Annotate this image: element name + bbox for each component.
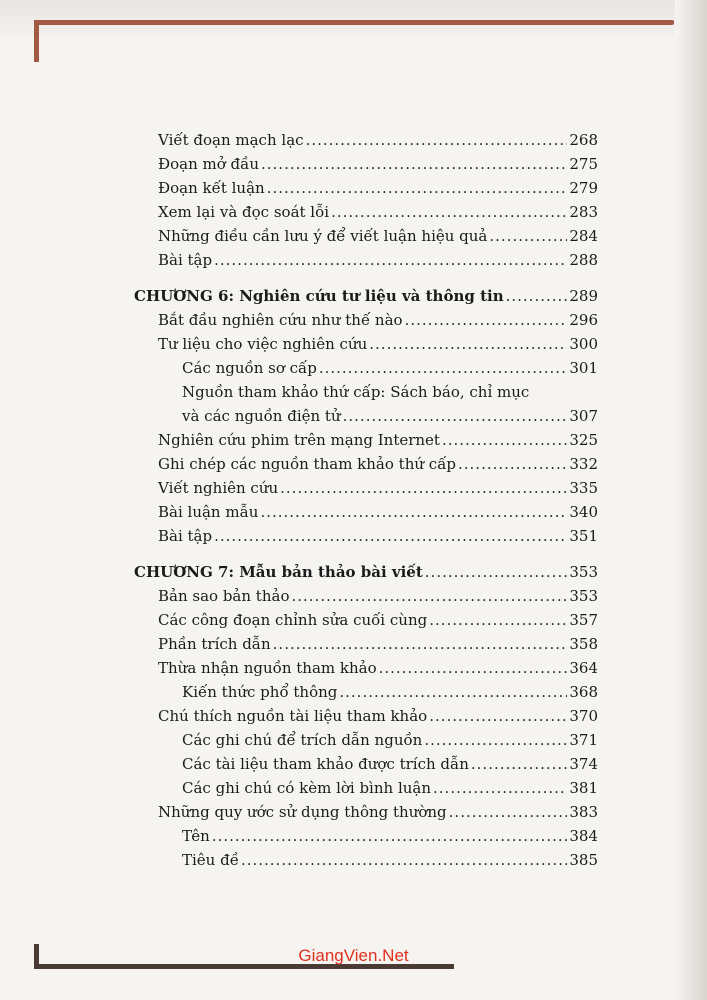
toc-entry-page: 374 xyxy=(569,755,598,773)
toc-entry-page: 279 xyxy=(569,179,598,197)
toc-entry-title: Tên xyxy=(182,827,210,845)
toc-leader-dots xyxy=(458,452,567,476)
toc-entry-page: 300 xyxy=(569,335,598,353)
toc-entry-title: Phần trích dẫn xyxy=(158,635,271,653)
toc-entry-title: Tư liệu cho việc nghiên cứu xyxy=(158,335,368,353)
toc-entry-page: 268 xyxy=(569,131,598,149)
toc-leader-dots xyxy=(212,824,568,848)
toc-entry xyxy=(158,428,598,452)
toc-entry-title: Bài tập xyxy=(158,251,213,269)
toc-leader-dots xyxy=(369,332,567,356)
toc-chapter-heading xyxy=(134,284,598,308)
toc-entry xyxy=(158,476,598,500)
toc-leader-dots xyxy=(449,800,568,824)
toc-leader-dots xyxy=(241,848,567,872)
toc-entry-title: và các nguồn điện tử xyxy=(182,407,341,425)
toc-entry-page: 358 xyxy=(569,635,598,653)
toc-entry-page: 284 xyxy=(569,227,598,245)
toc-entry-title: Nghiên cứu phim trên mạng Internet xyxy=(158,431,440,449)
toc-leader-dots xyxy=(306,128,568,152)
toc-entry-title: Nguồn tham khảo thứ cấp: Sách báo, chỉ mục xyxy=(182,383,530,401)
toc-entry-title: Ghi chép các nguồn tham khảo thứ cấp xyxy=(158,455,456,473)
toc-leader-dots xyxy=(273,632,568,656)
toc-entry-title: Đoạn mở đầu xyxy=(158,155,259,173)
page-top-border xyxy=(0,0,707,36)
toc-entry-page: 381 xyxy=(569,779,598,797)
toc-subentry xyxy=(182,824,598,848)
toc-entry xyxy=(158,800,598,824)
toc-entry-page: 364 xyxy=(569,659,598,677)
toc-entry-page: 368 xyxy=(569,683,598,701)
toc-leader-dots xyxy=(343,404,568,428)
toc-entry xyxy=(158,584,598,608)
toc-subentry xyxy=(182,404,598,428)
toc-leader-dots xyxy=(429,608,567,632)
toc-entry-page: 332 xyxy=(569,455,598,473)
toc-entry xyxy=(158,152,598,176)
toc-subentry xyxy=(182,380,598,404)
toc-entry-page: 275 xyxy=(569,155,598,173)
toc-entry xyxy=(158,500,598,524)
toc-entry-page: 383 xyxy=(569,803,598,821)
toc-entry-title: CHƯƠNG 7: Mẫu bản thảo bài viết xyxy=(134,563,423,581)
toc-leader-dots xyxy=(433,776,567,800)
watermark-text: GiangVien.Net xyxy=(298,946,409,965)
toc-entry-title: Bài tập xyxy=(158,527,213,545)
toc-entry-title: Viết nghiên cứu xyxy=(158,479,279,497)
toc-entry xyxy=(158,704,598,728)
toc-leader-dots xyxy=(424,728,567,752)
toc-entry-title: Đoạn kết luận xyxy=(158,179,265,197)
toc-leader-dots xyxy=(331,200,567,224)
toc-entry-title: Thừa nhận nguồn tham khảo xyxy=(158,659,377,677)
toc-leader-dots xyxy=(379,656,568,680)
toc-entry-page: 370 xyxy=(569,707,598,725)
toc-entry-page: 340 xyxy=(569,503,598,521)
toc-entry xyxy=(158,452,598,476)
toc-entry-title: Xem lại và đọc soát lỗi xyxy=(158,203,330,221)
toc-entry-title: Bài luận mẫu xyxy=(158,503,259,521)
toc-leader-dots xyxy=(267,176,568,200)
toc-entry-page: 385 xyxy=(569,851,598,869)
toc-leader-dots xyxy=(339,680,567,704)
toc-chapter-heading xyxy=(134,560,598,584)
toc-leader-dots xyxy=(425,560,568,584)
toc-entry-title: Kiến thức phổ thông xyxy=(182,683,338,701)
toc-leader-dots xyxy=(405,308,568,332)
toc-entry-page: 325 xyxy=(569,431,598,449)
toc-entry-title: Những điều cần lưu ý để viết luận hiệu quả xyxy=(158,227,488,245)
toc-leader-dots xyxy=(429,704,567,728)
toc-entry xyxy=(158,128,598,152)
toc-entry xyxy=(158,176,598,200)
toc-entry-title: Chú thích nguồn tài liệu tham khảo xyxy=(158,707,428,725)
toc-subentry xyxy=(182,680,598,704)
toc-entry-page: 353 xyxy=(569,563,598,581)
toc-subentry xyxy=(182,752,598,776)
toc-leader-dots xyxy=(442,428,567,452)
toc-entry-title: CHƯƠNG 6: Nghiên cứu tư liệu và thông tin xyxy=(134,287,504,305)
toc-leader-dots xyxy=(280,476,567,500)
toc-entry-title: Những quy ước sử dụng thông thường xyxy=(158,803,447,821)
toc-subentry xyxy=(182,356,598,380)
toc-entry-title: Bản sao bản thảo xyxy=(158,587,290,605)
toc-entry xyxy=(158,200,598,224)
toc-leader-dots xyxy=(506,284,568,308)
toc-leader-dots xyxy=(471,752,567,776)
toc-entry-page: 357 xyxy=(569,611,598,629)
toc-leader-dots xyxy=(214,524,567,548)
toc-entry xyxy=(158,224,598,248)
toc-entry-page: 296 xyxy=(569,311,598,329)
toc-entry-page: 353 xyxy=(569,587,598,605)
toc-entry-page: 288 xyxy=(569,251,598,269)
page-edge-shadow xyxy=(675,0,707,1000)
top-border-corner xyxy=(34,20,39,62)
toc-entry-title: Bắt đầu nghiên cứu như thế nào xyxy=(158,311,403,329)
toc-entry-page: 371 xyxy=(569,731,598,749)
toc-entry-page: 307 xyxy=(569,407,598,425)
toc-entry-page: 335 xyxy=(569,479,598,497)
toc-leader-dots xyxy=(261,152,567,176)
toc-entry-page: 384 xyxy=(569,827,598,845)
toc-entry-title: Tiêu đề xyxy=(182,851,239,869)
toc-entry-title: Các ghi chú để trích dẫn nguồn xyxy=(182,731,423,749)
toc-leader-dots xyxy=(291,584,567,608)
toc-leader-dots xyxy=(260,500,567,524)
toc-entry xyxy=(158,524,598,548)
toc-entry-title: Các tài liệu tham khảo được trích dẫn xyxy=(182,755,469,773)
toc-leader-dots xyxy=(319,356,568,380)
toc-entry-page: 289 xyxy=(569,287,598,305)
toc-entry xyxy=(158,248,598,272)
toc-entry-title: Viết đoạn mạch lạc xyxy=(158,131,304,149)
toc-leader-dots xyxy=(214,248,567,272)
toc-entry xyxy=(158,308,598,332)
toc-entry-title: Các công đoạn chỉnh sửa cuối cùng xyxy=(158,611,428,629)
top-border-rule xyxy=(34,20,674,25)
toc-entry xyxy=(158,332,598,356)
toc-entry-page: 351 xyxy=(569,527,598,545)
toc-entry-page: 283 xyxy=(569,203,598,221)
toc-entry-title: Các nguồn sơ cấp xyxy=(182,359,317,377)
toc-subentry xyxy=(182,776,598,800)
toc-entry xyxy=(158,632,598,656)
toc-entry xyxy=(158,608,598,632)
toc-subentry xyxy=(182,848,598,872)
toc-entry-page: 301 xyxy=(569,359,598,377)
toc-entry xyxy=(158,656,598,680)
toc-entry-title: Các ghi chú có kèm lời bình luận xyxy=(182,779,432,797)
toc-subentry xyxy=(182,728,598,752)
toc-leader-dots xyxy=(489,224,567,248)
